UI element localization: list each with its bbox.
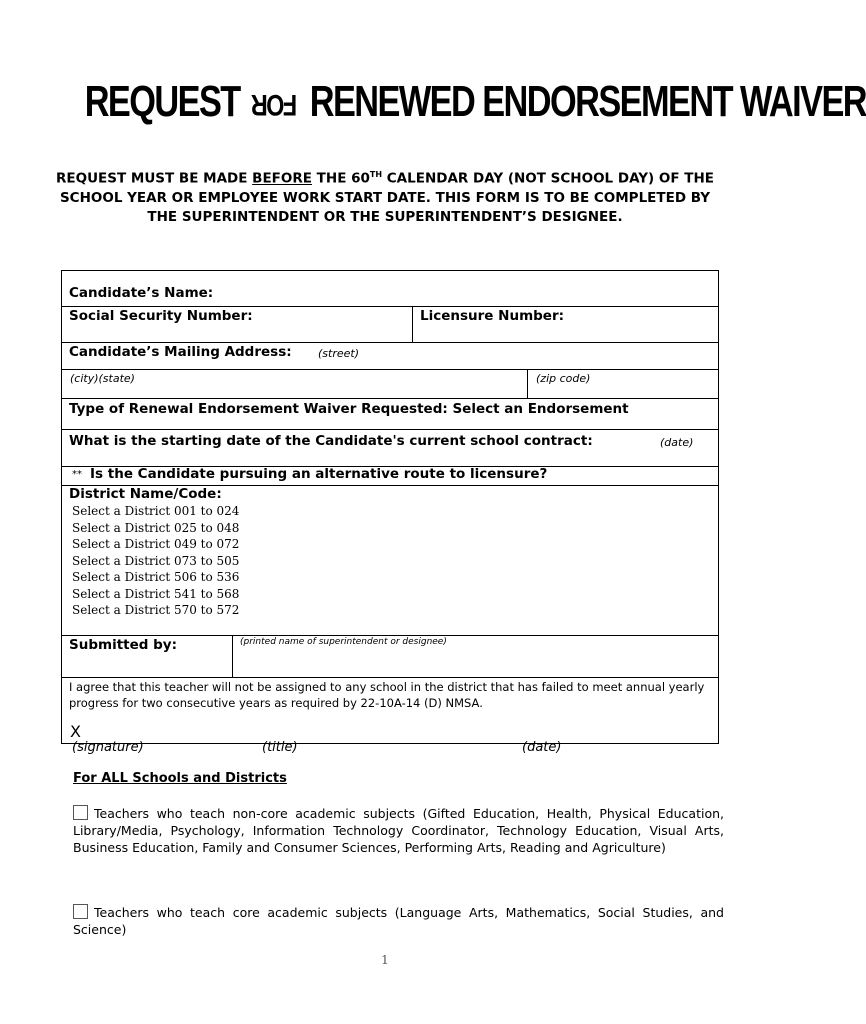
mailing-row: [62, 342, 718, 343]
instructions-text-a: REQUEST MUST BE MADE: [55, 170, 253, 187]
signature-label: (signature): [72, 740, 144, 755]
section-heading: For ALL Schools and Districts: [73, 771, 287, 786]
district-option[interactable]: Select a District 570 to 572: [72, 603, 240, 617]
core-checkbox[interactable]: [73, 904, 88, 919]
date-label: (date): [522, 740, 562, 755]
district-option[interactable]: Select a District 001 to 024: [72, 504, 240, 518]
request-form: [61, 270, 719, 744]
candidate-name-label: Candidate’s Name:: [69, 285, 214, 301]
district-option[interactable]: Select a District 049 to 072: [72, 537, 240, 551]
district-option[interactable]: Select a District 025 to 048: [72, 520, 240, 535]
district-option[interactable]: Select a District 541 to 568: [72, 586, 240, 601]
title-part-renewed: RENEWED ENDORSEMENT WAIVER: [309, 77, 866, 126]
submitted-row: [62, 635, 718, 636]
non-core-checkbox[interactable]: [73, 805, 88, 820]
form-title: [84, 72, 866, 132]
city-state-hint[interactable]: (city)(state): [70, 372, 135, 385]
printed-name-field[interactable]: (printed name of superintendent or designee): [240, 637, 447, 647]
non-core-option: [73, 805, 724, 856]
submitted-by-label: Submitted by:: [69, 637, 177, 653]
title-label: (title): [262, 740, 298, 755]
core-option: [73, 904, 724, 938]
title-part-request: REQUEST: [84, 77, 240, 126]
page-number: 1: [381, 953, 389, 967]
instructions-text-b: THE 60: [311, 170, 370, 187]
district-options: [72, 503, 239, 619]
agreement-row: [62, 677, 718, 678]
mailing-address-label[interactable]: Candidate’s Mailing Address:: [69, 344, 292, 360]
start-date-row: [62, 429, 718, 430]
signature-x[interactable]: X: [70, 722, 81, 741]
district-option[interactable]: Select a District 073 to 505: [72, 553, 240, 568]
street-hint: (street): [318, 347, 359, 360]
ssn-label[interactable]: Social Security Number:: [69, 308, 253, 324]
non-core-text: Teachers who teach non-core academic subjects (Gifted Education, Health, Physical Education, Library/Media, Psychology, Information Technology Coordinator, Technology Education, Visual Arts, Business Education, Family and Consumer Sciences, Performing Arts, Reading and Agriculture): [73, 806, 724, 855]
title-part-for: FOR: [252, 88, 298, 122]
district-option[interactable]: Select a District 506 to 536: [72, 570, 240, 584]
start-date-hint[interactable]: (date): [660, 436, 694, 449]
waiver-type-select[interactable]: Type of Renewal Endorsement Waiver Requested: Select an Endorsement: [69, 401, 629, 417]
alt-route-question[interactable]: Is the Candidate pursuing an alternative route to licensure?: [90, 466, 548, 482]
ssn-divider: [412, 306, 413, 342]
core-text: Teachers who teach core academic subjects (Language Arts, Mathematics, Social Studies, and Science): [73, 905, 724, 937]
licensure-label[interactable]: Licensure Number:: [420, 308, 565, 324]
instructions: [52, 165, 718, 227]
city-row: [62, 369, 718, 370]
zip-divider: [527, 369, 528, 398]
submitted-divider: [232, 635, 233, 677]
alt-route-prefix: **: [72, 469, 82, 480]
start-date-label: What is the starting date of the Candidate's current school contract:: [69, 433, 593, 449]
instructions-text-c: CALENDAR DAY (NOT SCHOOL DAY) OF THE SCHOOL YEAR OR EMPLOYEE WORK START DATE. THIS FORM IS TO BE COMPLETED BY THE SUPERINTENDENT OR THE SUPERINTENDENT’S DESIGNEE.: [59, 170, 714, 225]
district-label: District Name/Code:: [69, 486, 222, 502]
instructions-before: BEFORE: [252, 170, 312, 187]
instructions-sup: TH: [369, 170, 383, 179]
agreement-text: I agree that this teacher will not be assigned to any school in the district that has failed to meet annual yearly progress for two consecutive years as required by 22-10A-14 (D) NMSA.: [69, 680, 705, 710]
zip-hint[interactable]: (zip code): [536, 372, 591, 385]
waiver-row: [62, 398, 718, 399]
